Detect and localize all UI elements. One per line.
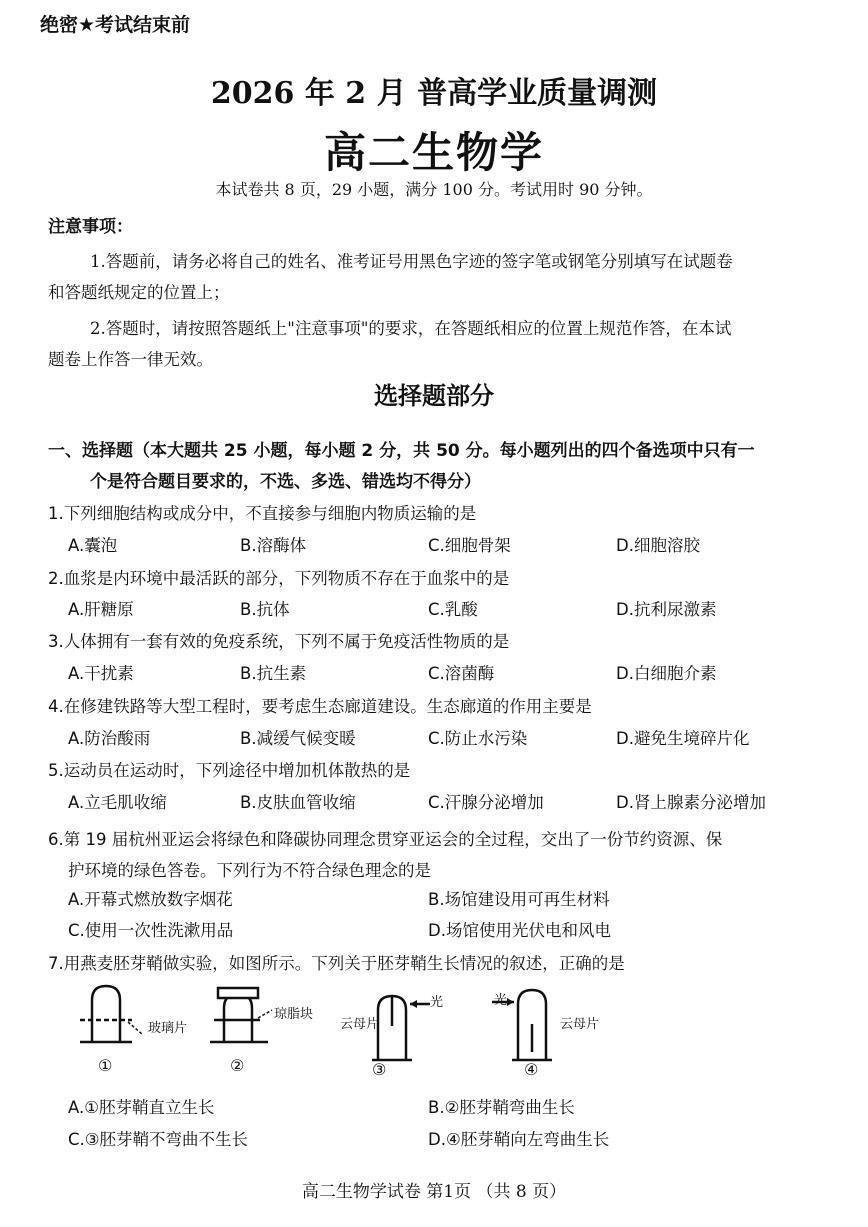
question-3-option-c: C.溶菌酶	[428, 664, 495, 683]
question-1-option-c: C.细胞骨架	[428, 536, 511, 555]
question-3-option-b: B.抗生素	[240, 664, 307, 683]
label-glass-sheet: 玻璃片	[148, 1021, 188, 1036]
question-3-option-d: D.白细胞介素	[616, 664, 717, 683]
page-footer: 高二生物学试卷 第1页 （共 8 页）	[301, 1182, 567, 1202]
question-5-option-d: D.肾上腺素分泌增加	[616, 793, 766, 812]
figure-number-3: ③	[372, 1060, 387, 1079]
question-6-option-b: B.场馆建设用可再生材料	[428, 890, 610, 909]
question-5-stem: 5.运动员在运动时，下列途径中增加机体散热的是	[48, 761, 411, 780]
label-light-3: 光	[430, 995, 444, 1010]
question-6-option-a: A.开幕式燃放数字烟花	[68, 890, 233, 909]
question-4-option-a: A.防治酸雨	[68, 729, 151, 748]
label-mica-left: 云母片	[340, 1017, 380, 1032]
section-title: 选择题部分	[374, 381, 494, 410]
exam-title: 2026 年 2 月 普高学业质量调测	[210, 76, 658, 111]
notice-item-1-line-2: 和答题纸规定的位置上；	[48, 283, 230, 302]
question-3-option-a: A.干扰素	[68, 664, 134, 683]
question-2-option-a: A.肝糖原	[68, 600, 134, 619]
question-6-option-d: D.场馆使用光伏电和风电	[428, 921, 611, 940]
question-1-option-a: A.囊泡	[68, 536, 118, 555]
question-5-option-b: B.皮肤血管收缩	[240, 793, 356, 812]
question-4-stem: 4.在修建铁路等大型工程时，要考虑生态廊道建设。生态廊道的作用主要是	[48, 697, 592, 716]
label-mica-right: 云母片	[560, 1017, 600, 1032]
question-4-option-c: C.防止水污染	[428, 729, 528, 748]
question-5-option-c: C.汗腺分泌增加	[428, 793, 544, 812]
label-light-4: 光	[494, 993, 508, 1008]
question-1-option-b: B.溶酶体	[240, 536, 307, 555]
notice-item-2-line-2: 题卷上作答一律无效。	[48, 350, 213, 369]
question-4-option-d: D.避免生境碎片化	[616, 729, 750, 748]
part-heading-line-2: 个是符合题目要求的，不选、多选、错选均不得分）	[90, 472, 481, 492]
figure-number-4: ④	[524, 1060, 539, 1079]
notice-item-2-line-1: 2.答题时，请按照答题纸上"注意事项"的要求，在答题纸相应的位置上规范作答，在本试	[90, 319, 732, 338]
question-7-option-c: C.③胚芽鞘不弯曲不生长	[68, 1130, 249, 1149]
question-3-stem: 3.人体拥有一套有效的免疫系统，下列不属于免疫活性物质的是	[48, 632, 510, 651]
question-1-stem: 1.下列细胞结构或成分中，不直接参与细胞内物质运输的是	[48, 504, 477, 523]
question-1-option-d: D.细胞溶胶	[616, 536, 700, 555]
notice-item-1-line-1: 1.答题前，请务必将自己的姓名、准考证号用黑色字迹的签字笔或钢笔分别填写在试题卷	[90, 252, 733, 271]
question-6-option-c: C.使用一次性洗漱用品	[68, 921, 234, 940]
notice-heading: 注意事项：	[48, 217, 133, 237]
question-7-option-d: D.④胚芽鞘向左弯曲生长	[428, 1130, 610, 1149]
question-5-option-a: A.立毛肌收缩	[68, 793, 167, 812]
figure-number-2: ②	[230, 1056, 245, 1075]
coleoptile-1	[92, 986, 120, 1042]
agar-block-2	[218, 988, 258, 998]
question-2-option-c: C.乳酸	[428, 600, 478, 619]
question-7-stem: 7.用燕麦胚芽鞘做实验，如图所示。下列关于胚芽鞘生长情况的叙述，正确的是	[48, 954, 625, 973]
question-2-option-d: D.抗利尿激素	[616, 600, 717, 619]
subject-title: 高二生物学	[323, 128, 544, 177]
question-6-stem-line-2: 护环境的绿色答卷。下列行为不符合绿色理念的是	[68, 861, 431, 880]
confidential-mark: 绝密★考试结束前	[40, 14, 191, 36]
question-2-stem: 2.血浆是内环境中最活跃的部分，下列物质不存在于血浆中的是	[48, 569, 510, 588]
figure-number-1: ①	[98, 1056, 113, 1075]
question-7-option-a: A.①胚芽鞘直立生长	[68, 1098, 215, 1117]
part-heading-line-1: 一、选择题（本大题共 25 小题，每小题 2 分，共 50 分。每小题列出的四个备选项中只有一	[48, 441, 755, 461]
coleoptile-2	[224, 994, 252, 1042]
question-7-option-b: B.②胚芽鞘弯曲生长	[428, 1098, 575, 1117]
question-4-option-b: B.减缓气候变暖	[240, 729, 356, 748]
question-2-option-b: B.抗体	[240, 600, 290, 619]
question-6-stem-line-1: 6.第 19 届杭州亚运会将绿色和降碳协同理念贯穿亚运会的全过程，交出了一份节约资源、保	[48, 830, 723, 849]
exam-info: 本试卷共 8 页，29 小题，满分 100 分。考试用时 90 分钟。	[215, 180, 653, 199]
label-agar-block: 琼脂块	[274, 1007, 314, 1022]
